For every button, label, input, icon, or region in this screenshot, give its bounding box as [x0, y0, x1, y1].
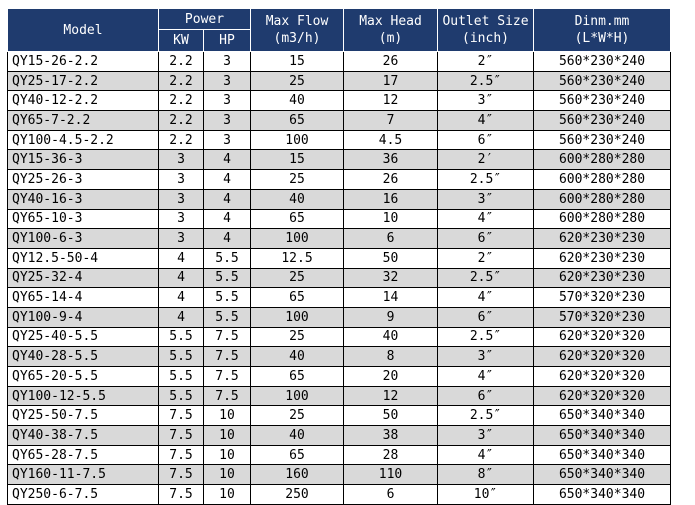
cell-dimensions: 600*280*280	[534, 189, 671, 209]
cell-dimensions: 620*320*320	[534, 386, 671, 406]
cell-dimensions: 560*230*240	[534, 71, 671, 91]
cell-max-flow: 40	[251, 347, 344, 367]
cell-kw: 4	[159, 248, 204, 268]
cell-hp: 4	[204, 229, 251, 249]
cell-kw: 5.5	[159, 347, 204, 367]
cell-max-head: 50	[344, 248, 438, 268]
cell-outlet-size: 8″	[438, 465, 534, 485]
cell-kw: 2.2	[159, 111, 204, 131]
cell-model: QY65-28-7.5	[8, 445, 159, 465]
table-row	[8, 327, 671, 347]
cell-outlet-size: 6″	[438, 386, 534, 406]
cell-max-flow: 12.5	[251, 248, 344, 268]
cell-kw: 5.5	[159, 327, 204, 347]
cell-dimensions: 560*230*240	[534, 91, 671, 111]
cell-model: QY40-38-7.5	[8, 426, 159, 446]
table-row	[8, 426, 671, 446]
cell-hp: 7.5	[204, 327, 251, 347]
cell-hp: 10	[204, 426, 251, 446]
cell-hp: 10	[204, 406, 251, 426]
cell-dimensions: 620*230*230	[534, 268, 671, 288]
cell-kw: 4	[159, 268, 204, 288]
cell-dimensions: 560*230*240	[534, 111, 671, 131]
cell-dimensions: 600*280*280	[534, 170, 671, 190]
cell-max-head: 10	[344, 209, 438, 229]
header-max-head-title: Max Head	[359, 14, 422, 29]
cell-kw: 4	[159, 307, 204, 327]
cell-model: QY65-14-4	[8, 288, 159, 308]
cell-outlet-size: 4″	[438, 367, 534, 387]
cell-max-head: 9	[344, 307, 438, 327]
cell-model: QY100-9-4	[8, 307, 159, 327]
cell-dimensions: 600*280*280	[534, 209, 671, 229]
cell-model: QY12.5-50-4	[8, 248, 159, 268]
cell-dimensions: 650*340*340	[534, 465, 671, 485]
cell-model: QY25-50-7.5	[8, 406, 159, 426]
table-row	[8, 91, 671, 111]
cell-max-flow: 25	[251, 170, 344, 190]
cell-outlet-size: 3″	[438, 91, 534, 111]
pump-spec-table	[7, 8, 671, 505]
cell-dimensions: 650*340*340	[534, 485, 671, 505]
cell-max-head: 16	[344, 189, 438, 209]
cell-max-head: 20	[344, 367, 438, 387]
cell-max-flow: 25	[251, 268, 344, 288]
cell-kw: 7.5	[159, 445, 204, 465]
cell-max-head: 50	[344, 406, 438, 426]
header-outlet-size-unit: (inch)	[462, 31, 509, 46]
cell-max-flow: 65	[251, 209, 344, 229]
cell-model: QY100-4.5-2.2	[8, 130, 159, 150]
cell-outlet-size: 4″	[438, 111, 534, 131]
cell-max-head: 26	[344, 170, 438, 190]
cell-model: QY100-12-5.5	[8, 386, 159, 406]
table-row	[8, 367, 671, 387]
cell-max-head: 7	[344, 111, 438, 131]
cell-model: QY40-12-2.2	[8, 91, 159, 111]
cell-max-head: 6	[344, 485, 438, 505]
cell-dimensions: 570*320*230	[534, 307, 671, 327]
cell-outlet-size: 3″	[438, 347, 534, 367]
table-row	[8, 229, 671, 249]
cell-max-flow: 40	[251, 426, 344, 446]
table-row	[8, 248, 671, 268]
cell-hp: 4	[204, 170, 251, 190]
cell-max-head: 32	[344, 268, 438, 288]
cell-kw: 2.2	[159, 91, 204, 111]
cell-hp: 7.5	[204, 386, 251, 406]
cell-hp: 5.5	[204, 268, 251, 288]
cell-hp: 3	[204, 91, 251, 111]
table-row	[8, 170, 671, 190]
cell-hp: 4	[204, 189, 251, 209]
header-max-flow-title: Max Flow	[265, 14, 329, 29]
cell-outlet-size: 2.5″	[438, 268, 534, 288]
cell-kw: 7.5	[159, 465, 204, 485]
cell-max-head: 28	[344, 445, 438, 465]
cell-hp: 10	[204, 445, 251, 465]
cell-max-flow: 40	[251, 91, 344, 111]
cell-model: QY15-26-2.2	[8, 52, 159, 72]
cell-dimensions: 620*320*320	[534, 367, 671, 387]
cell-model: QY15-36-3	[8, 150, 159, 170]
cell-kw: 2.2	[159, 52, 204, 72]
table-row	[8, 386, 671, 406]
cell-hp: 7.5	[204, 367, 251, 387]
cell-max-head: 12	[344, 386, 438, 406]
cell-outlet-size: 2.5″	[438, 71, 534, 91]
cell-dimensions: 650*340*340	[534, 445, 671, 465]
cell-max-flow: 100	[251, 307, 344, 327]
cell-max-flow: 100	[251, 229, 344, 249]
cell-model: QY65-7-2.2	[8, 111, 159, 131]
cell-kw: 4	[159, 288, 204, 308]
header-max-flow	[251, 9, 344, 52]
cell-model: QY40-16-3	[8, 189, 159, 209]
table-row	[8, 307, 671, 327]
header-model: Model	[8, 9, 159, 52]
cell-outlet-size: 2′	[438, 150, 534, 170]
cell-dimensions: 560*230*240	[534, 52, 671, 72]
cell-outlet-size: 10″	[438, 485, 534, 505]
cell-dimensions: 570*320*230	[534, 288, 671, 308]
cell-dimensions: 560*230*240	[534, 130, 671, 150]
cell-max-flow: 100	[251, 386, 344, 406]
cell-max-head: 8	[344, 347, 438, 367]
header-hp: HP	[204, 30, 251, 52]
cell-kw: 3	[159, 170, 204, 190]
cell-hp: 3	[204, 130, 251, 150]
cell-dimensions: 620*230*230	[534, 248, 671, 268]
cell-kw: 7.5	[159, 485, 204, 505]
cell-kw: 3	[159, 209, 204, 229]
table-row	[8, 268, 671, 288]
cell-kw: 3	[159, 229, 204, 249]
cell-max-head: 17	[344, 71, 438, 91]
cell-max-head: 38	[344, 426, 438, 446]
cell-hp: 4	[204, 150, 251, 170]
cell-outlet-size: 2.5″	[438, 327, 534, 347]
cell-kw: 5.5	[159, 386, 204, 406]
cell-hp: 10	[204, 485, 251, 505]
cell-kw: 3	[159, 189, 204, 209]
cell-kw: 5.5	[159, 367, 204, 387]
cell-max-flow: 65	[251, 445, 344, 465]
header-dimensions-title: Dinm.mm	[574, 14, 630, 29]
table-row	[8, 485, 671, 505]
cell-hp: 3	[204, 111, 251, 131]
header-dimensions	[534, 9, 671, 52]
cell-hp: 10	[204, 465, 251, 485]
cell-kw: 3	[159, 150, 204, 170]
cell-model: QY160-11-7.5	[8, 465, 159, 485]
cell-model: QY25-32-4	[8, 268, 159, 288]
table-row	[8, 209, 671, 229]
cell-outlet-size: 4″	[438, 209, 534, 229]
table-row	[8, 347, 671, 367]
table-row	[8, 52, 671, 72]
cell-max-flow: 160	[251, 465, 344, 485]
cell-kw: 7.5	[159, 426, 204, 446]
header-dimensions-unit: (L*W*H)	[574, 31, 630, 46]
cell-max-flow: 65	[251, 111, 344, 131]
cell-max-flow: 100	[251, 130, 344, 150]
cell-max-flow: 250	[251, 485, 344, 505]
header-outlet-size	[438, 9, 534, 52]
cell-max-flow: 25	[251, 327, 344, 347]
cell-hp: 5.5	[204, 288, 251, 308]
cell-hp: 5.5	[204, 248, 251, 268]
cell-max-head: 36	[344, 150, 438, 170]
cell-max-head: 14	[344, 288, 438, 308]
cell-max-flow: 25	[251, 71, 344, 91]
cell-outlet-size: 2.5″	[438, 170, 534, 190]
cell-model: QY40-28-5.5	[8, 347, 159, 367]
cell-model: QY25-17-2.2	[8, 71, 159, 91]
table-row	[8, 189, 671, 209]
cell-max-flow: 65	[251, 288, 344, 308]
cell-kw: 2.2	[159, 130, 204, 150]
cell-max-flow: 15	[251, 52, 344, 72]
cell-outlet-size: 4″	[438, 288, 534, 308]
cell-kw: 7.5	[159, 406, 204, 426]
spec-table-container	[7, 8, 671, 505]
table-row	[8, 150, 671, 170]
cell-outlet-size: 2″	[438, 248, 534, 268]
cell-hp: 7.5	[204, 347, 251, 367]
header-max-flow-unit: (m3/h)	[273, 31, 321, 46]
cell-max-flow: 65	[251, 367, 344, 387]
table-header	[8, 9, 671, 52]
cell-outlet-size: 3″	[438, 189, 534, 209]
cell-kw: 2.2	[159, 71, 204, 91]
cell-model: QY100-6-3	[8, 229, 159, 249]
cell-model: QY250-6-7.5	[8, 485, 159, 505]
cell-outlet-size: 6″	[438, 229, 534, 249]
cell-outlet-size: 2.5″	[438, 406, 534, 426]
cell-dimensions: 650*340*340	[534, 426, 671, 446]
cell-max-flow: 15	[251, 150, 344, 170]
cell-hp: 4	[204, 209, 251, 229]
cell-hp: 5.5	[204, 307, 251, 327]
table-row	[8, 288, 671, 308]
cell-max-flow: 25	[251, 406, 344, 426]
table-row	[8, 71, 671, 91]
cell-dimensions: 620*230*230	[534, 229, 671, 249]
cell-model: QY65-10-3	[8, 209, 159, 229]
table-row	[8, 111, 671, 131]
cell-dimensions: 650*340*340	[534, 406, 671, 426]
cell-max-head: 110	[344, 465, 438, 485]
cell-dimensions: 600*280*280	[534, 150, 671, 170]
table-row	[8, 465, 671, 485]
table-row	[8, 445, 671, 465]
cell-outlet-size: 4″	[438, 445, 534, 465]
header-power: Power	[159, 9, 251, 30]
cell-hp: 3	[204, 71, 251, 91]
cell-dimensions: 620*320*320	[534, 347, 671, 367]
header-kw: KW	[159, 30, 204, 52]
cell-max-head: 26	[344, 52, 438, 72]
cell-max-head: 4.5	[344, 130, 438, 150]
header-outlet-size-title: Outlet Size	[442, 14, 529, 29]
cell-max-flow: 40	[251, 189, 344, 209]
header-max-head-unit: (m)	[378, 31, 403, 46]
cell-dimensions: 620*320*320	[534, 327, 671, 347]
table-row	[8, 406, 671, 426]
cell-model: QY25-40-5.5	[8, 327, 159, 347]
cell-hp: 3	[204, 52, 251, 72]
cell-outlet-size: 6″	[438, 307, 534, 327]
cell-outlet-size: 2″	[438, 52, 534, 72]
cell-model: QY65-20-5.5	[8, 367, 159, 387]
table-row	[8, 130, 671, 150]
cell-max-head: 40	[344, 327, 438, 347]
cell-model: QY25-26-3	[8, 170, 159, 190]
header-max-head	[344, 9, 438, 52]
cell-max-head: 12	[344, 91, 438, 111]
table-body	[8, 52, 671, 505]
cell-max-head: 6	[344, 229, 438, 249]
cell-outlet-size: 6″	[438, 130, 534, 150]
cell-outlet-size: 3″	[438, 426, 534, 446]
